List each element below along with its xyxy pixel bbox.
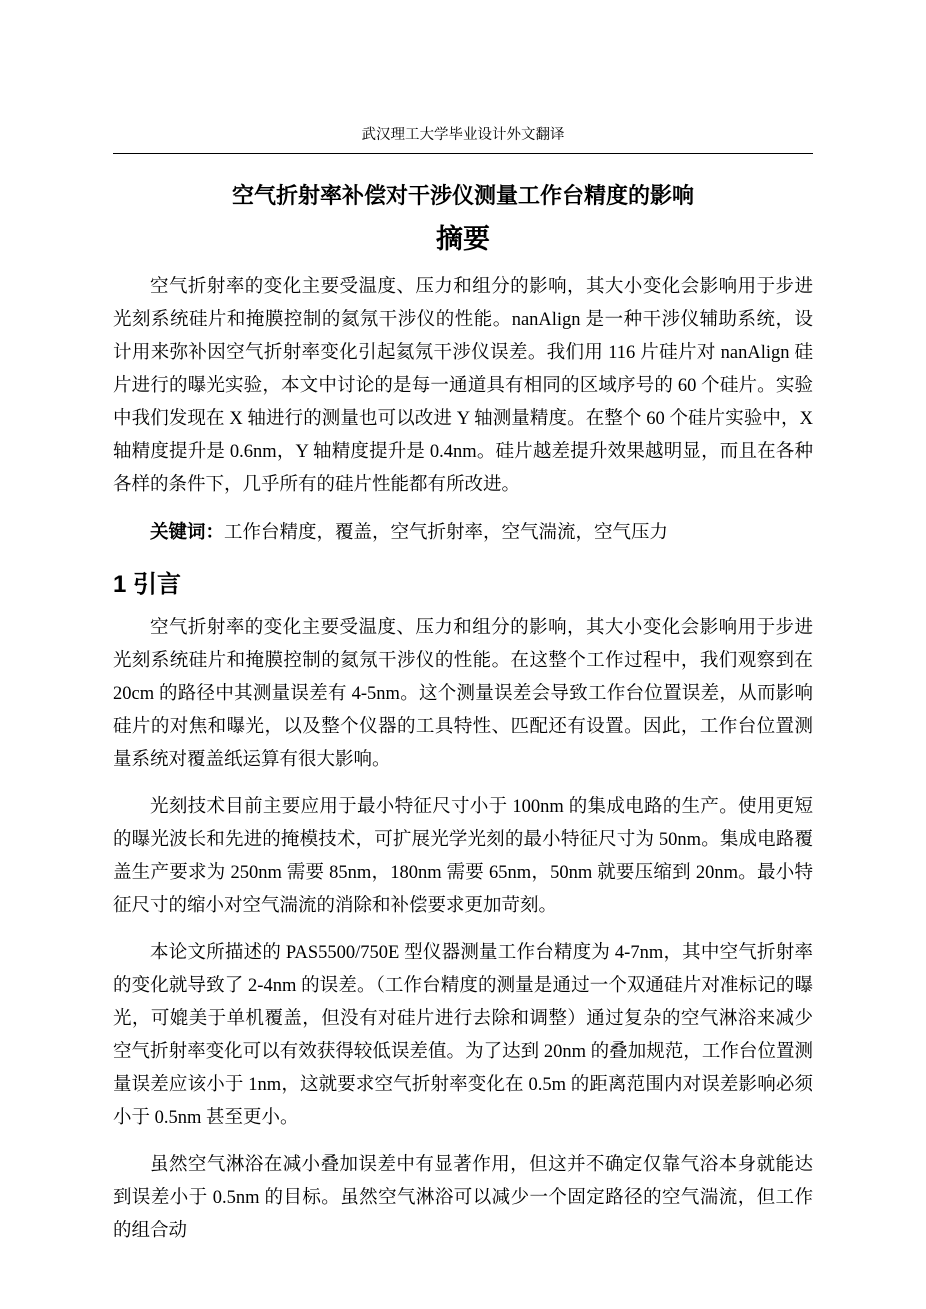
paragraph: 本论文所描述的 PAS5500/750E 型仪器测量工作台精度为 4-7nm，其中空气折射率的变化就导致了 2-4nm 的误差。（工作台精度的测量是通过一个双通硅片对准标记的曝光，可媲美于单机覆盖，但没有对硅片进行去除和调整）通过复杂的空气淋浴来减少空气折射率变化可以有效获得较低误差值。为了达到 20nm 的叠加规范，工作台位置测量误差应该小于 1nm，这就要求空气折射率变化在 0.5m 的距离范围内对误差影响必须小于 0.5nm 甚至更小。: [113, 943, 813, 1128]
paragraph: 光刻技术目前主要应用于最小特征尺寸小于 100nm 的集成电路的生产。使用更短的曝光波长和先进的掩模技术，可扩展光学光刻的最小特征尺寸为 50nm。集成电路覆盖生产要求为 250nm 需要 85nm，180nm 需要 65nm，50nm 就要压缩到 20nm。最小特征尺寸的缩小对空气湍流的消除和补偿要求更加苛刻。: [113, 797, 813, 916]
keywords-label: 关键词：: [150, 521, 225, 542]
keywords-line: [113, 515, 813, 550]
section-heading-introduction: 1 引言: [113, 571, 182, 598]
abstract-paragraph: 空气折射率的变化主要受温度、压力和组分的影响，其大小变化会影响用于步进光刻系统硅片和掩膜控制的氦氖干涉仪的性能。nanAlign 是一种干涉仪辅助系统，设计用来弥补因空气折射率变化引起氦氖干涉仪误差。我们用 116 片硅片对 nanAlign 硅片进行的曝光实验，本文中讨论的是每一通道具有相同的区域序号的 60 个硅片。实验中我们发现在 X 轴进行的测量也可以改进 Y 轴测量精度。在整个 60 个硅片实验中，X 轴精度提升是 0.6nm，Y 轴精度提升是 0.4nm。硅片越差提升效果越明显，而且在各种各样的条件下，几乎所有的硅片性能都有所改进。: [113, 277, 813, 495]
paragraph: 虽然空气淋浴在减小叠加误差中有显著作用，但这并不确定仅靠气浴本身就能达到误差小于 0.5nm 的目标。虽然空气淋浴可以减少一个固定路径的空气湍流，但工作的组合动: [113, 1155, 813, 1241]
document-title: 空气折射率补偿对干涉仪测量工作台精度的影响: [231, 183, 694, 208]
paragraph: 空气折射率的变化主要受温度、压力和组分的影响，其大小变化会影响用于步进光刻系统硅片和掩膜控制的氦氖干涉仪的性能。在这整个工作过程中，我们观察到在 20cm 的路径中其测量误差有 4-5nm。这个测量误差会导致工作台位置误差，从而影响硅片的对焦和曝光，以及整个仪器的工具特性、匹配还有设置。因此，工作台位置测量系统对覆盖纸运算有很大影响。: [113, 618, 813, 770]
keywords-text: 工作台精度，覆盖，空气折射率，空气湍流，空气压力: [224, 523, 669, 543]
abstract-heading: 摘要: [436, 224, 490, 254]
page-header: 武汉理工大学毕业设计外文翻译: [113, 124, 813, 154]
